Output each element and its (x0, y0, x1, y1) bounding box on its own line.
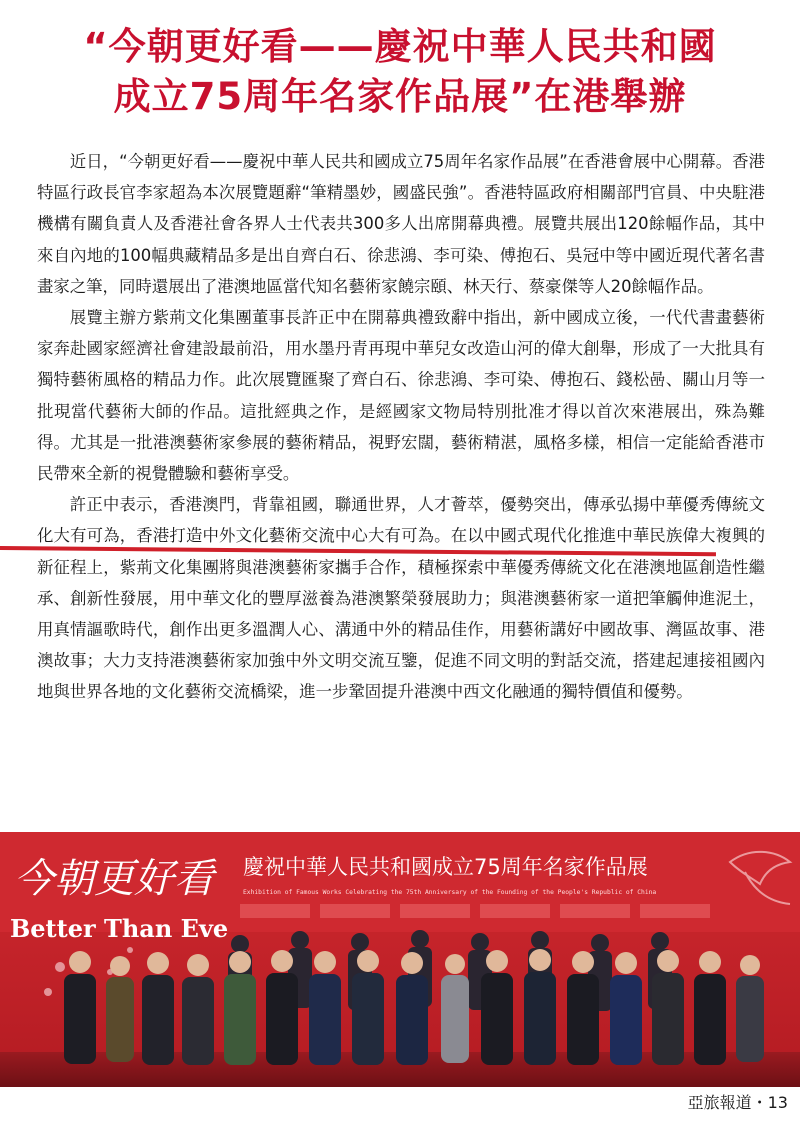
banner-subtitle: Exhibition of Famous Works Celebrating the 75th Anniversary of the Founding of the People's Republic of China (243, 889, 657, 896)
paragraph-1: 近日，“今朝更好看——慶祝中華人民共和國成立75周年名家作品展”在香港會展中心開幕。香港特區行政長官李家超為本次展覽題辭“筆精墨妙，國盛民強”。香港特區政府相關部門官員、中央駐港機構有關負責人及香港社會各界人士代表共300多人出席開幕典禮。展覽共展出120餘幅作品，其中來自內地的100幅典藏精品多是出自齊白石、徐悲鴻、李可染、傅抱石、吳冠中等中國近現代著名書畫家之筆，同時還展出了港澳地區當代知名藝術家饒宗頤、林天行、蔡豪傑等人20餘幅作品。 (37, 152, 765, 296)
paragraph-3: 許正中表示，香港澳門，背靠祖國，聯通世界，人才薈萃，優勢突出，傳承弘揚中華優秀傳統文化大有可為，香港打造中外文化藝術交流中心大有可為。在以中國式現代化推進中華民族偉大複興的新征程上，紫荊文化集團將與港澳藝術家攜手合作，積極探索中華優秀傳統文化在港澳地區創造性繼承、創新性發展，用中華文化的豐厚滋養為港澳繁榮發展助力；與港澳藝術家一道把筆觸伸進泥土，用真情謳歌時代，創作出更多溫潤人心、溝通中外的精品佳作，用藝術講好中國故事、灣區故事、港澳故事；大力支持港澳藝術家加強中外文明交流互鑒，促進不同文明的對話交流，搭建起連接祖國內地與世界各地的文化藝術交流橋梁，進一步鞏固提升港澳中西文化融通的獨特價值和優勢。 (37, 495, 765, 702)
article-body (37, 146, 765, 708)
article-title (0, 22, 800, 122)
article-title-line-1: “今朝更好看——慶祝中華人民共和國 (83, 25, 717, 68)
page-footer: 亞旅報道・13 (687, 1093, 788, 1112)
event-photo-illustration (0, 832, 800, 1087)
article-title-line-2: 成立75周年名家作品展”在港舉辦 (113, 75, 687, 118)
banner-english-tagline: Better Than Eve (10, 914, 229, 943)
banner-title: 慶祝中華人民共和國成立75周年名家作品展 (243, 855, 648, 879)
paragraph-2: 展覽主辦方紫荊文化集團董事長許正中在開幕典禮致辭中指出，新中國成立後，一代代書畫藝術家奔赴國家經濟社會建設最前沿，用水墨丹青再現中華兒女改造山河的偉大創舉，形成了一大批具有獨特藝術風格的精品力作。此次展覽匯聚了齊白石、徐悲鴻、李可染、傅抱石、錢松喦、關山月等一批現當代藝術大師的作品。這批經典之作，是經國家文物局特別批准才得以首次來港展出，殊為難得。尤其是一批港澳藝術家參展的藝術精品，視野宏闊，藝術精湛，風格多樣，相信一定能給香港市民帶來全新的視覺體驗和藝術享受。 (37, 308, 765, 484)
banner-calligraphy: 今朝更好看 (14, 856, 214, 902)
event-photo (0, 832, 800, 1087)
